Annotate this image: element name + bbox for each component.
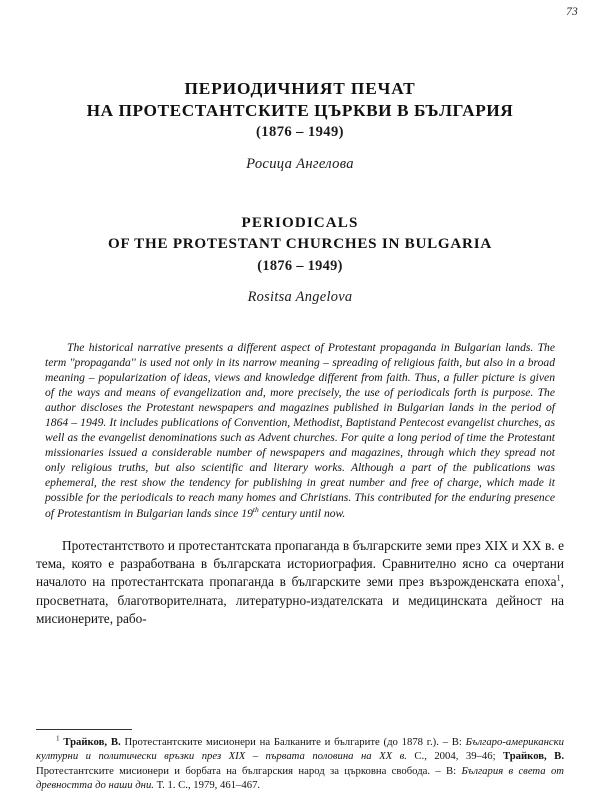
bulgarian-author-name: Росица Ангелова — [246, 156, 354, 172]
footnote-area — [36, 729, 564, 792]
footnote-separator-rule — [36, 729, 132, 730]
footnote-text-4: Т. 1. С., 1979, 461–467. — [153, 778, 261, 791]
abstract-paragraph — [36, 340, 564, 521]
abstract-ordinal-suffix: th — [252, 504, 259, 514]
footnote-source-title-1: Българо-американски културни и политически връзки през XIX – първата половина на XX в. — [36, 736, 564, 763]
page-content — [36, 0, 564, 629]
body-text-part-2: , просветната, благотворителната, литературно-издателската и медицинската дейност на мисионерите, рабо- — [36, 574, 564, 627]
english-author-name: Rositsa Angelova — [247, 289, 353, 305]
english-title-line-1: PERIODICALS — [241, 215, 359, 231]
body-text-part-1: Протестантството и протестантската пропаганда в българските земи през XIX и XX в. е тема, която е разработвана в българската историография. Сравнително ясно са очертани началото на протестантската пропаганда в българските земи през възрожденската епоха — [36, 537, 564, 590]
bulgarian-title-block — [36, 78, 564, 173]
footnote-text-1: Протестантските мисионери на Балканите и българите (до 1878 г.). – В: — [120, 736, 466, 749]
bulgarian-title-years: (1876 – 1949) — [256, 124, 344, 140]
english-title-years: (1876 – 1949) — [257, 258, 343, 274]
footnote-author-2: Трайков, В. — [503, 750, 564, 763]
footnote-reference-marker[interactable]: 1 — [556, 573, 561, 583]
footnote-number: 1 — [56, 734, 60, 743]
abstract-text-part-1: The historical narrative presents a different aspect of Protestant propaganda in Bulgarian lands. The term ''propaganda'' is used not only in its narrow meaning – spreading of religious faith, but also in a broad meaning – popularization of ideas, views and knowledge different from faith. Thus, a fuller picture is given of the ways and means of evangelization and, more precisely, the use of periodicals forth is purpose. The author discloses the Protestant newspapers and magazines published in Bulgarian lands in the period of 1864 – 1949. It includes publications of Convention, Methodist, Baptistand Pentecost evangelist churches, as well as the evangelist denominations such as Advent churches. For quite a long period of time the Protestant missionaries issued a considerable number of newspapers and magazines, through which they spread not only religious truths, but also scientific and literary works. Although a part of the publications was ephemeral, the rest show the tendency for publishing in great number and free of charge, which made it possible for the periodicals to reach many homes and Christians. This contributed for the enduring presence of Protestantism in Bulgarian lands since 19 — [45, 341, 555, 520]
footnote-text-2: С., 2004, 39–46; — [406, 750, 504, 763]
footnote-entry — [36, 735, 564, 792]
footnote-author-1: Трайков, В. — [63, 736, 121, 749]
body-paragraph — [36, 537, 564, 629]
abstract-text-part-2: century until now. — [258, 506, 346, 520]
footnote-text-3: Протестантските мисионери и борбата на българския народ за църковна свобода. – В: — [36, 764, 462, 777]
footnote-source-title-2: България в света от древността до наши дни. — [36, 764, 565, 791]
english-title-block — [36, 213, 564, 306]
bulgarian-title-line-2: НА ПРОТЕСТАНТСКИТЕ ЦЪРКВИ В БЪЛГАРИЯ — [86, 100, 514, 120]
page-number: 73 — [566, 6, 578, 18]
bulgarian-title-line-1: ПЕРИОДИЧНИЯТ ПЕЧАТ — [184, 79, 416, 98]
english-title-line-2: OF THE PROTESTANT CHURCHES IN BULGARIA — [108, 236, 492, 252]
